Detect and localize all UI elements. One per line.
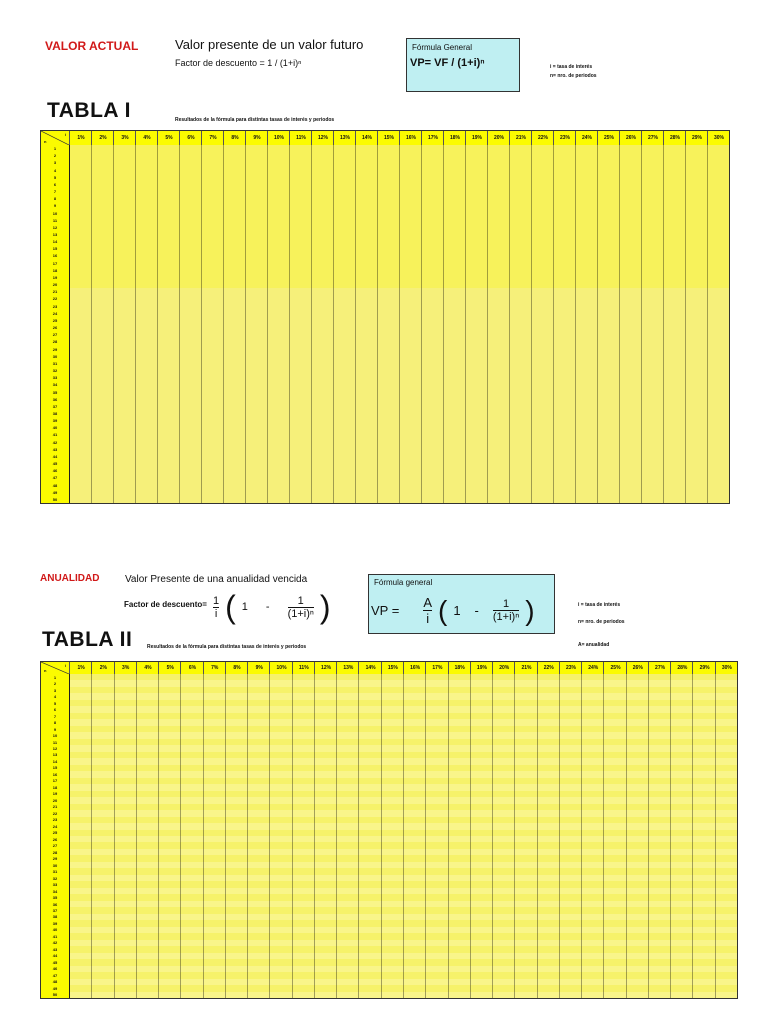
table-header-row bbox=[41, 131, 729, 146]
column-divider bbox=[514, 674, 515, 998]
column-divider bbox=[509, 145, 510, 503]
valor-presente-subtitle: Valor presente de un valor futuro bbox=[175, 37, 364, 52]
rate-header-cell: 29% bbox=[685, 131, 708, 145]
formula-lhs: VP = bbox=[371, 603, 400, 618]
period-label-cell: 3 bbox=[41, 687, 70, 693]
legend-n: n= nro. de periodos bbox=[578, 619, 625, 625]
rate-header-cell: 21% bbox=[509, 131, 532, 145]
column-divider bbox=[707, 145, 708, 503]
period-label-cell: 35 bbox=[41, 894, 70, 900]
period-label-cell: 44 bbox=[41, 953, 70, 959]
numerator-one: 1 bbox=[213, 594, 220, 607]
one: 1 bbox=[241, 601, 248, 613]
factor-descuento-text: Factor de descuento = 1 / (1+i)ⁿ bbox=[175, 58, 302, 68]
period-label-cell: 41 bbox=[41, 431, 70, 438]
period-label-cell: 43 bbox=[41, 446, 70, 453]
period-label-cell: 5 bbox=[41, 700, 70, 706]
column-divider bbox=[559, 674, 560, 998]
rate-header-cell: 25% bbox=[597, 131, 620, 145]
rate-header-cell: 13% bbox=[333, 131, 356, 145]
rate-header-cell: 3% bbox=[113, 131, 136, 145]
right-paren: ) bbox=[525, 594, 535, 626]
denominator-i: i bbox=[214, 607, 218, 620]
column-divider bbox=[399, 145, 400, 503]
tabla-2-title: TABLA II bbox=[42, 628, 133, 651]
period-label-cell: 26 bbox=[41, 836, 70, 842]
denominator-i: i bbox=[426, 611, 430, 626]
period-label-cell: 19 bbox=[41, 274, 70, 281]
period-label-cell: 5 bbox=[41, 174, 70, 181]
rate-header-cell: 29% bbox=[692, 662, 715, 674]
rate-header-cell: 11% bbox=[292, 662, 315, 674]
right-paren: ) bbox=[319, 589, 331, 625]
rate-header-cell: 22% bbox=[531, 131, 554, 145]
column-divider bbox=[314, 674, 315, 998]
column-divider bbox=[292, 674, 293, 998]
anualidad-formula bbox=[371, 595, 535, 626]
rate-header-cell: 18% bbox=[443, 131, 466, 145]
period-label-cell: 45 bbox=[41, 959, 70, 965]
anualidad-heading: ANUALIDAD bbox=[40, 573, 100, 584]
rate-header-cell: 25% bbox=[603, 662, 626, 674]
anualidad-subtitle: Valor Presente de una anualidad vencida bbox=[125, 574, 308, 585]
rate-header-cell: 28% bbox=[670, 662, 693, 674]
column-divider bbox=[333, 145, 334, 503]
column-divider bbox=[136, 674, 137, 998]
period-label-cell: 7 bbox=[41, 188, 70, 195]
rate-header-cell: 10% bbox=[269, 662, 292, 674]
rate-header-cell: 14% bbox=[358, 662, 381, 674]
period-label-cell: 38 bbox=[41, 410, 70, 417]
column-divider bbox=[289, 145, 290, 503]
formula-box-title: Fórmula general bbox=[374, 578, 433, 587]
column-divider bbox=[267, 145, 268, 503]
fraction-a-over-i bbox=[423, 595, 432, 626]
period-label-cell: 26 bbox=[41, 324, 70, 331]
rate-header-cell: 4% bbox=[136, 662, 159, 674]
period-label-cell: 42 bbox=[41, 439, 70, 446]
column-divider bbox=[597, 145, 598, 503]
period-label-cell: 41 bbox=[41, 933, 70, 939]
period-label-cell: 24 bbox=[41, 310, 70, 317]
rate-header-cell: 7% bbox=[203, 662, 226, 674]
tabla-1-caption: Resultados de la fórmula para distintas tasas de interés y periodos bbox=[175, 117, 335, 123]
formula-box-1 bbox=[406, 38, 520, 92]
period-label-cell: 32 bbox=[41, 367, 70, 374]
rate-header-cell: 26% bbox=[626, 662, 649, 674]
period-label-cell: 11 bbox=[41, 217, 70, 224]
column-divider bbox=[603, 674, 604, 998]
period-label-cell: 35 bbox=[41, 388, 70, 395]
period-label-cell: 3 bbox=[41, 159, 70, 166]
rate-header-cell: 6% bbox=[179, 131, 202, 145]
rate-header-cell: 30% bbox=[707, 131, 730, 145]
column-divider bbox=[685, 145, 686, 503]
rate-header-cell: 7% bbox=[201, 131, 224, 145]
period-label-cell: 23 bbox=[41, 303, 70, 310]
column-divider bbox=[448, 674, 449, 998]
column-divider bbox=[157, 145, 158, 503]
legend-i: i = tasa de interés bbox=[578, 602, 621, 608]
period-label-cell: 30 bbox=[41, 862, 70, 868]
rate-header-cell: 9% bbox=[247, 662, 270, 674]
left-paren: ( bbox=[437, 594, 448, 626]
tabla-1 bbox=[40, 130, 730, 504]
period-label-cell: 9 bbox=[41, 202, 70, 209]
column-divider bbox=[470, 674, 471, 998]
valor-actual-heading: VALOR ACTUAL bbox=[45, 39, 139, 53]
period-label-cell: 17 bbox=[41, 260, 70, 267]
period-label-cell: 36 bbox=[41, 396, 70, 403]
rate-header-cell: 16% bbox=[403, 662, 426, 674]
period-label-cell: 13 bbox=[41, 752, 70, 758]
period-label-cell: 47 bbox=[41, 972, 70, 978]
period-label-cell: 45 bbox=[41, 460, 70, 467]
numerator-one: 1 bbox=[297, 594, 304, 607]
period-label-cell: 33 bbox=[41, 881, 70, 887]
period-label-cell: 15 bbox=[41, 245, 70, 252]
period-label-cell: 37 bbox=[41, 907, 70, 913]
fraction-1-over-1pin bbox=[288, 595, 314, 620]
period-label-cell: 4 bbox=[41, 166, 70, 173]
column-divider bbox=[179, 145, 180, 503]
column-divider bbox=[648, 674, 649, 998]
column-divider bbox=[575, 145, 576, 503]
period-label-cell: 4 bbox=[41, 693, 70, 699]
table-row bbox=[41, 992, 737, 999]
period-label-cell: 39 bbox=[41, 920, 70, 926]
period-label-cell: 2 bbox=[41, 152, 70, 159]
period-label-cell: 27 bbox=[41, 331, 70, 338]
anualidad-factor-expr bbox=[213, 591, 331, 623]
column-divider bbox=[403, 674, 404, 998]
period-label-cell: 25 bbox=[41, 830, 70, 836]
period-label-cell: 42 bbox=[41, 940, 70, 946]
table-corner-cell bbox=[41, 131, 70, 145]
rate-header-cell: 20% bbox=[492, 662, 515, 674]
period-label-cell: 12 bbox=[41, 745, 70, 751]
column-divider bbox=[537, 674, 538, 998]
minus: - bbox=[474, 603, 479, 618]
column-divider bbox=[135, 145, 136, 503]
rate-header-cell: 12% bbox=[314, 662, 337, 674]
column-divider bbox=[223, 145, 224, 503]
rate-header-cell: 13% bbox=[336, 662, 359, 674]
period-label-cell: 29 bbox=[41, 855, 70, 861]
column-divider bbox=[663, 145, 664, 503]
column-divider bbox=[641, 145, 642, 503]
column-divider bbox=[311, 145, 312, 503]
rate-header-cell: 27% bbox=[648, 662, 671, 674]
column-divider bbox=[355, 145, 356, 503]
period-label-cell: 13 bbox=[41, 231, 70, 238]
period-label-cell: 30 bbox=[41, 353, 70, 360]
denominator-1pin: (1+i)ⁿ bbox=[287, 607, 314, 620]
left-paren: ( bbox=[225, 589, 236, 625]
corner-rate-label: i bbox=[64, 663, 66, 668]
fraction-1-over-1pin bbox=[493, 598, 519, 623]
column-divider bbox=[69, 145, 70, 503]
column-divider bbox=[465, 145, 466, 503]
period-label-cell: 39 bbox=[41, 417, 70, 424]
table-row bbox=[41, 496, 729, 504]
column-divider bbox=[269, 674, 270, 998]
column-divider bbox=[692, 674, 693, 998]
rate-header-cell: 5% bbox=[158, 662, 181, 674]
period-label-cell: 50 bbox=[41, 496, 70, 503]
formula-vp-vf: VP= VF / (1+i)ⁿ bbox=[410, 57, 485, 69]
period-label-cell: 22 bbox=[41, 295, 70, 302]
period-label-cell: 31 bbox=[41, 360, 70, 367]
period-label-cell: 1 bbox=[41, 674, 70, 680]
fraction-1-over-i bbox=[213, 595, 219, 620]
corner-period-label: n bbox=[44, 139, 47, 144]
period-label-cell: 37 bbox=[41, 403, 70, 410]
period-label-cell: 12 bbox=[41, 224, 70, 231]
tabla-2 bbox=[40, 661, 738, 999]
period-label-cell: 20 bbox=[41, 281, 70, 288]
column-divider bbox=[91, 145, 92, 503]
rate-header-cell: 5% bbox=[157, 131, 180, 145]
column-divider bbox=[158, 674, 159, 998]
column-divider bbox=[487, 145, 488, 503]
corner-rate-label: i bbox=[64, 132, 66, 137]
rate-header-cell: 2% bbox=[91, 131, 114, 145]
column-divider bbox=[69, 674, 70, 998]
formula-box-title: Fórmula General bbox=[412, 43, 473, 52]
period-label-cell: 44 bbox=[41, 453, 70, 460]
rate-header-cell: 19% bbox=[465, 131, 488, 145]
rate-header-cell: 14% bbox=[355, 131, 378, 145]
rate-header-cell: 2% bbox=[91, 662, 114, 674]
period-label-cell: 33 bbox=[41, 374, 70, 381]
period-label-cell: 19 bbox=[41, 791, 70, 797]
column-divider bbox=[91, 674, 92, 998]
period-label-cell: 2 bbox=[41, 680, 70, 686]
rate-header-cell: 11% bbox=[289, 131, 312, 145]
rate-header-cell: 23% bbox=[553, 131, 576, 145]
period-label-cell: 22 bbox=[41, 810, 70, 816]
rate-header-cell: 4% bbox=[135, 131, 158, 145]
table-corner-cell bbox=[41, 662, 70, 674]
column-divider bbox=[225, 674, 226, 998]
period-label-cell: 21 bbox=[41, 288, 70, 295]
period-label-cell: 17 bbox=[41, 778, 70, 784]
column-divider bbox=[201, 145, 202, 503]
rate-header-cell: 18% bbox=[448, 662, 471, 674]
rate-header-cell: 19% bbox=[470, 662, 493, 674]
period-label-cell: 23 bbox=[41, 817, 70, 823]
column-divider bbox=[670, 674, 671, 998]
column-divider bbox=[421, 145, 422, 503]
numerator-a: A bbox=[423, 595, 432, 610]
column-divider bbox=[377, 145, 378, 503]
rate-header-cell: 1% bbox=[69, 131, 92, 145]
legend-n: n= nro. de periodos bbox=[550, 73, 597, 79]
column-divider bbox=[715, 674, 716, 998]
period-label-cell: 8 bbox=[41, 719, 70, 725]
period-label-cell: 34 bbox=[41, 381, 70, 388]
column-divider bbox=[381, 674, 382, 998]
period-label-cell: 32 bbox=[41, 875, 70, 881]
rate-header-cell: 8% bbox=[225, 662, 248, 674]
period-label-cell: 11 bbox=[41, 739, 70, 745]
rate-header-cell: 17% bbox=[425, 662, 448, 674]
period-label-cell: 16 bbox=[41, 252, 70, 259]
column-divider bbox=[358, 674, 359, 998]
period-label-cell: 15 bbox=[41, 765, 70, 771]
period-label-cell: 46 bbox=[41, 467, 70, 474]
period-label-cell: 50 bbox=[41, 992, 70, 998]
period-label-cell: 43 bbox=[41, 946, 70, 952]
period-label-cell: 27 bbox=[41, 842, 70, 848]
denominator-1pin: (1+i)ⁿ bbox=[492, 611, 520, 623]
rate-header-cell: 3% bbox=[114, 662, 137, 674]
column-divider bbox=[114, 674, 115, 998]
column-divider bbox=[180, 674, 181, 998]
period-label-cell: 40 bbox=[41, 424, 70, 431]
minus: - bbox=[265, 601, 270, 613]
period-label-cell: 8 bbox=[41, 195, 70, 202]
column-divider bbox=[737, 674, 738, 998]
rate-header-cell: 27% bbox=[641, 131, 664, 145]
rate-header-cell: 28% bbox=[663, 131, 686, 145]
column-divider bbox=[729, 145, 730, 503]
column-divider bbox=[581, 674, 582, 998]
period-label-cell: 49 bbox=[41, 489, 70, 496]
period-label-cell: 6 bbox=[41, 181, 70, 188]
numerator-one: 1 bbox=[502, 598, 510, 610]
column-divider bbox=[443, 145, 444, 503]
rate-header-cell: 15% bbox=[381, 662, 404, 674]
rate-header-cell: 16% bbox=[399, 131, 422, 145]
column-divider bbox=[531, 145, 532, 503]
period-label-cell: 6 bbox=[41, 706, 70, 712]
period-label-cell: 25 bbox=[41, 317, 70, 324]
period-label-cell: 18 bbox=[41, 267, 70, 274]
rate-header-cell: 24% bbox=[581, 662, 604, 674]
column-divider bbox=[336, 674, 337, 998]
rate-header-cell: 21% bbox=[514, 662, 537, 674]
rate-header-cell: 23% bbox=[559, 662, 582, 674]
period-label-cell: 14 bbox=[41, 758, 70, 764]
period-label-cell: 24 bbox=[41, 823, 70, 829]
column-divider bbox=[113, 145, 114, 503]
rate-header-cell: 22% bbox=[537, 662, 560, 674]
period-label-cell: 28 bbox=[41, 849, 70, 855]
rate-header-cell: 8% bbox=[223, 131, 246, 145]
rate-header-cell: 17% bbox=[421, 131, 444, 145]
rate-header-cell: 12% bbox=[311, 131, 334, 145]
legend-i: i = tasa de interés bbox=[550, 64, 593, 70]
rate-header-cell: 1% bbox=[69, 662, 92, 674]
period-label-cell: 47 bbox=[41, 474, 70, 481]
period-label-cell: 40 bbox=[41, 927, 70, 933]
column-divider bbox=[245, 145, 246, 503]
column-divider bbox=[553, 145, 554, 503]
rate-header-cell: 9% bbox=[245, 131, 268, 145]
column-divider bbox=[247, 674, 248, 998]
column-divider bbox=[619, 145, 620, 503]
tabla-1-title: TABLA I bbox=[47, 99, 131, 122]
formula-box-2 bbox=[368, 574, 555, 634]
period-label-cell: 38 bbox=[41, 914, 70, 920]
rate-header-cell: 20% bbox=[487, 131, 510, 145]
factor-descuento-label: Factor de descuento= bbox=[124, 600, 207, 609]
tabla-2-caption: Resultados de la fórmula para distintas tasas de interés y periodos bbox=[147, 644, 307, 650]
rate-header-cell: 6% bbox=[180, 662, 203, 674]
rate-header-cell: 26% bbox=[619, 131, 642, 145]
column-divider bbox=[626, 674, 627, 998]
period-label-cell: 10 bbox=[41, 732, 70, 738]
column-divider bbox=[492, 674, 493, 998]
period-label-cell: 16 bbox=[41, 771, 70, 777]
rate-header-cell: 15% bbox=[377, 131, 400, 145]
period-label-cell: 29 bbox=[41, 345, 70, 352]
period-label-cell: 20 bbox=[41, 797, 70, 803]
rate-header-cell: 24% bbox=[575, 131, 598, 145]
period-label-cell: 48 bbox=[41, 482, 70, 489]
period-label-cell: 7 bbox=[41, 713, 70, 719]
period-label-cell: 46 bbox=[41, 966, 70, 972]
period-label-cell: 31 bbox=[41, 868, 70, 874]
period-label-cell: 34 bbox=[41, 888, 70, 894]
period-label-cell: 48 bbox=[41, 979, 70, 985]
period-label-cell: 9 bbox=[41, 726, 70, 732]
column-divider bbox=[425, 674, 426, 998]
legend-a: A= anualidad bbox=[578, 642, 610, 648]
one: 1 bbox=[453, 603, 461, 618]
column-divider bbox=[203, 674, 204, 998]
period-label-cell: 18 bbox=[41, 784, 70, 790]
period-label-cell: 14 bbox=[41, 238, 70, 245]
period-label-cell: 21 bbox=[41, 804, 70, 810]
period-label-cell: 49 bbox=[41, 985, 70, 991]
rate-header-cell: 10% bbox=[267, 131, 290, 145]
period-label-cell: 10 bbox=[41, 209, 70, 216]
rate-header-cell: 30% bbox=[715, 662, 738, 674]
corner-period-label: n bbox=[44, 668, 47, 673]
period-label-cell: 28 bbox=[41, 338, 70, 345]
period-label-cell: 1 bbox=[41, 145, 70, 152]
period-label-cell: 36 bbox=[41, 901, 70, 907]
